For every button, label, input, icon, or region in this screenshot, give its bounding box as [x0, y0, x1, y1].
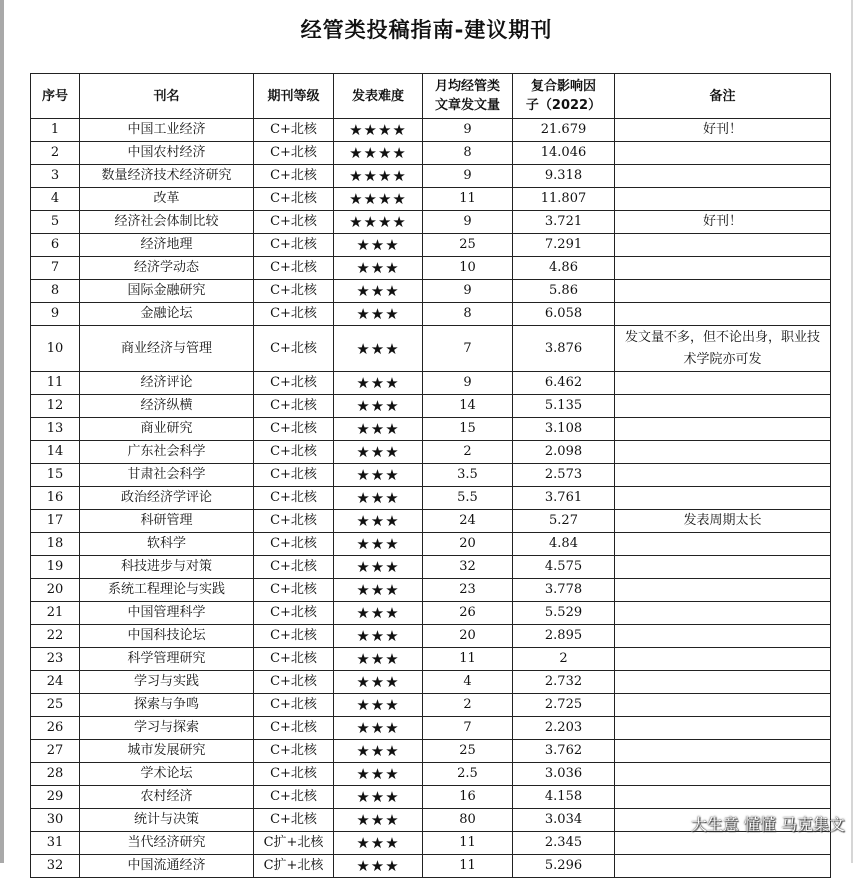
cell-name: 系统工程理论与实践: [80, 579, 254, 602]
cell-note: [615, 142, 831, 165]
cell-impact: 4.575: [513, 556, 615, 579]
cell-no: 6: [31, 234, 80, 257]
table-row: [31, 648, 831, 671]
cell-difficulty: ★★★★: [334, 165, 423, 188]
cell-level: C+北核: [254, 786, 334, 809]
table-row: [31, 763, 831, 786]
table-row: [31, 441, 831, 464]
header-name: 刊名: [80, 74, 254, 119]
cell-no: 3: [31, 165, 80, 188]
cell-name: 金融论坛: [80, 303, 254, 326]
cell-name: 广东社会科学: [80, 441, 254, 464]
cell-name: 软科学: [80, 533, 254, 556]
cell-impact: 3.034: [513, 809, 615, 832]
cell-name: 国际金融研究: [80, 280, 254, 303]
table-row: [31, 280, 831, 303]
cell-level: C扩+北核: [254, 832, 334, 855]
cell-impact: 3.762: [513, 740, 615, 763]
cell-no: 27: [31, 740, 80, 763]
cell-impact: 5.529: [513, 602, 615, 625]
cell-note: [615, 625, 831, 648]
cell-difficulty: ★★★: [334, 464, 423, 487]
cell-difficulty: ★★★: [334, 280, 423, 303]
cell-level: C+北核: [254, 303, 334, 326]
cell-monthly: 23: [423, 579, 513, 602]
cell-note: 好刊！: [615, 211, 831, 234]
cell-note: [615, 556, 831, 579]
cell-impact: 3.036: [513, 763, 615, 786]
cell-difficulty: ★★★: [334, 510, 423, 533]
cell-impact: 4.84: [513, 533, 615, 556]
cell-monthly: 9: [423, 119, 513, 142]
cell-impact: 21.679: [513, 119, 615, 142]
cell-note: 好刊！: [615, 119, 831, 142]
cell-note: [615, 533, 831, 556]
cell-difficulty: ★★★: [334, 303, 423, 326]
cell-name: 学术论坛: [80, 763, 254, 786]
cell-difficulty: ★★★: [334, 855, 423, 878]
cell-difficulty: ★★★: [334, 418, 423, 441]
cell-level: C+北核: [254, 763, 334, 786]
cell-monthly: 20: [423, 625, 513, 648]
cell-level: C+北核: [254, 648, 334, 671]
cell-monthly: 2: [423, 441, 513, 464]
cell-name: 改革: [80, 188, 254, 211]
cell-note: [615, 579, 831, 602]
cell-difficulty: ★★★: [334, 234, 423, 257]
cell-level: C+北核: [254, 556, 334, 579]
cell-no: 20: [31, 579, 80, 602]
cell-note: [615, 165, 831, 188]
cell-difficulty: ★★★: [334, 717, 423, 740]
cell-monthly: 80: [423, 809, 513, 832]
cell-monthly: 20: [423, 533, 513, 556]
cell-note: 发表周期太长: [615, 510, 831, 533]
cell-impact: 9.318: [513, 165, 615, 188]
cell-impact: 5.135: [513, 395, 615, 418]
cell-impact: 3.778: [513, 579, 615, 602]
cell-level: C+北核: [254, 533, 334, 556]
header-impact-line2: 子（2022）: [525, 98, 602, 113]
cell-note: [615, 602, 831, 625]
cell-impact: 11.807: [513, 188, 615, 211]
cell-impact: 2.345: [513, 832, 615, 855]
cell-name: 学习与实践: [80, 671, 254, 694]
cell-name: 中国工业经济: [80, 119, 254, 142]
cell-note: [615, 786, 831, 809]
cell-name: 中国农村经济: [80, 142, 254, 165]
cell-name: 中国流通经济: [80, 855, 254, 878]
table-row: [31, 717, 831, 740]
cell-difficulty: ★★★: [334, 694, 423, 717]
cell-difficulty: ★★★: [334, 487, 423, 510]
cell-level: C+北核: [254, 211, 334, 234]
cell-difficulty: ★★★★: [334, 211, 423, 234]
cell-impact: 2.895: [513, 625, 615, 648]
cell-note: [615, 395, 831, 418]
cell-no: 24: [31, 671, 80, 694]
cell-monthly: 8: [423, 142, 513, 165]
cell-difficulty: ★★★: [334, 326, 423, 372]
cell-name: 经济学动态: [80, 257, 254, 280]
cell-note: [615, 441, 831, 464]
cell-level: C+北核: [254, 740, 334, 763]
cell-monthly: 8: [423, 303, 513, 326]
cell-monthly: 5.5: [423, 487, 513, 510]
table-row: [31, 119, 831, 142]
header-impact-line1: 复合影响因: [530, 79, 596, 94]
cell-difficulty: ★★★★: [334, 119, 423, 142]
cell-level: C+北核: [254, 119, 334, 142]
cell-no: 11: [31, 372, 80, 395]
cell-impact: 5.86: [513, 280, 615, 303]
table-row: [31, 556, 831, 579]
cell-no: 15: [31, 464, 80, 487]
cell-name: 科研管理: [80, 510, 254, 533]
cell-monthly: 15: [423, 418, 513, 441]
cell-no: 23: [31, 648, 80, 671]
cell-note: [615, 372, 831, 395]
cell-note: [615, 717, 831, 740]
table-header-row: [31, 74, 831, 119]
cell-name: 商业经济与管理: [80, 326, 254, 372]
cell-difficulty: ★★★: [334, 257, 423, 280]
cell-name: 甘肃社会科学: [80, 464, 254, 487]
table-row: [31, 303, 831, 326]
table-row: [31, 740, 831, 763]
cell-monthly: 25: [423, 234, 513, 257]
cell-note: [615, 855, 831, 878]
cell-difficulty: ★★★: [334, 832, 423, 855]
cell-impact: 14.046: [513, 142, 615, 165]
cell-no: 16: [31, 487, 80, 510]
cell-level: C+北核: [254, 142, 334, 165]
cell-impact: 2.725: [513, 694, 615, 717]
table-row: [31, 165, 831, 188]
cell-note: [615, 188, 831, 211]
cell-no: 32: [31, 855, 80, 878]
table-row: [31, 786, 831, 809]
cell-name: 统计与决策: [80, 809, 254, 832]
table-row: [31, 579, 831, 602]
table-row: [31, 671, 831, 694]
cell-impact: 6.462: [513, 372, 615, 395]
cell-name: 中国管理科学: [80, 602, 254, 625]
cell-monthly: 9: [423, 372, 513, 395]
table-row: [31, 855, 831, 878]
table-row: [31, 188, 831, 211]
cell-impact: 2.203: [513, 717, 615, 740]
cell-monthly: 11: [423, 855, 513, 878]
cell-level: C扩+北核: [254, 855, 334, 878]
cell-note: [615, 694, 831, 717]
cell-impact: 3.876: [513, 326, 615, 372]
cell-monthly: 9: [423, 211, 513, 234]
cell-level: C+北核: [254, 809, 334, 832]
header-difficulty: 发表难度: [334, 74, 423, 119]
cell-level: C+北核: [254, 671, 334, 694]
cell-level: C+北核: [254, 717, 334, 740]
cell-monthly: 9: [423, 165, 513, 188]
cell-monthly: 2: [423, 694, 513, 717]
cell-no: 21: [31, 602, 80, 625]
table-row: [31, 464, 831, 487]
cell-no: 7: [31, 257, 80, 280]
cell-note: [615, 671, 831, 694]
cell-difficulty: ★★★: [334, 441, 423, 464]
window-left-edge: [0, 0, 4, 863]
cell-level: C+北核: [254, 188, 334, 211]
cell-note: [615, 464, 831, 487]
cell-monthly: 9: [423, 280, 513, 303]
cell-monthly: 25: [423, 740, 513, 763]
cell-no: 12: [31, 395, 80, 418]
cell-difficulty: ★★★: [334, 395, 423, 418]
cell-impact: 5.296: [513, 855, 615, 878]
cell-difficulty: ★★★: [334, 763, 423, 786]
cell-name: 探索与争鸣: [80, 694, 254, 717]
header-no: 序号: [31, 74, 80, 119]
cell-no: 2: [31, 142, 80, 165]
cell-no: 17: [31, 510, 80, 533]
cell-level: C+北核: [254, 694, 334, 717]
table-row: [31, 418, 831, 441]
cell-difficulty: ★★★: [334, 625, 423, 648]
cell-no: 26: [31, 717, 80, 740]
header-impact: [513, 74, 615, 119]
cell-difficulty: ★★★: [334, 671, 423, 694]
cell-monthly: 14: [423, 395, 513, 418]
cell-monthly: 2.5: [423, 763, 513, 786]
cell-no: 31: [31, 832, 80, 855]
cell-name: 经济纵横: [80, 395, 254, 418]
table-row: [31, 211, 831, 234]
cell-name: 商业研究: [80, 418, 254, 441]
table-row: [31, 257, 831, 280]
cell-level: C+北核: [254, 280, 334, 303]
table-row: [31, 533, 831, 556]
cell-name: 学习与探索: [80, 717, 254, 740]
cell-note: [615, 303, 831, 326]
cell-no: 1: [31, 119, 80, 142]
cell-monthly: 10: [423, 257, 513, 280]
cell-name: 中国科技论坛: [80, 625, 254, 648]
table-row: [31, 326, 831, 372]
header-note: 备注: [615, 74, 831, 119]
header-monthly-line1: 月均经管类: [434, 79, 500, 94]
cell-note: [615, 740, 831, 763]
cell-name: 科技进步与对策: [80, 556, 254, 579]
cell-difficulty: ★★★★: [334, 188, 423, 211]
table-row: [31, 372, 831, 395]
cell-difficulty: ★★★: [334, 740, 423, 763]
table-row: [31, 487, 831, 510]
cell-note: [615, 487, 831, 510]
cell-note: [615, 280, 831, 303]
cell-name: 经济地理: [80, 234, 254, 257]
table-body: [31, 119, 831, 878]
header-monthly: [423, 74, 513, 119]
cell-no: 30: [31, 809, 80, 832]
cell-name: 经济评论: [80, 372, 254, 395]
watermark: 大生意 懂懂 马克集文: [690, 815, 845, 834]
cell-level: C+北核: [254, 441, 334, 464]
cell-difficulty: ★★★: [334, 786, 423, 809]
cell-no: 13: [31, 418, 80, 441]
cell-note: [615, 763, 831, 786]
cell-level: C+北核: [254, 487, 334, 510]
table-row: [31, 395, 831, 418]
cell-impact: 2.732: [513, 671, 615, 694]
cell-impact: 3.721: [513, 211, 615, 234]
cell-monthly: 7: [423, 326, 513, 372]
cell-note: 发文量不多，但不论出身，职业技术学院亦可发: [615, 326, 831, 372]
cell-monthly: 32: [423, 556, 513, 579]
table-row: [31, 625, 831, 648]
cell-note: [615, 648, 831, 671]
cell-level: C+北核: [254, 257, 334, 280]
cell-difficulty: ★★★: [334, 648, 423, 671]
cell-name: 数量经济技术经济研究: [80, 165, 254, 188]
cell-difficulty: ★★★★: [334, 142, 423, 165]
cell-name: 政治经济学评论: [80, 487, 254, 510]
cell-difficulty: ★★★: [334, 372, 423, 395]
cell-note: [615, 257, 831, 280]
cell-no: 5: [31, 211, 80, 234]
cell-note: [615, 418, 831, 441]
cell-impact: 3.761: [513, 487, 615, 510]
cell-no: 4: [31, 188, 80, 211]
cell-difficulty: ★★★: [334, 809, 423, 832]
cell-monthly: 11: [423, 648, 513, 671]
cell-level: C+北核: [254, 326, 334, 372]
cell-level: C+北核: [254, 395, 334, 418]
cell-level: C+北核: [254, 165, 334, 188]
cell-difficulty: ★★★: [334, 602, 423, 625]
cell-difficulty: ★★★: [334, 533, 423, 556]
cell-impact: 2.098: [513, 441, 615, 464]
cell-note: [615, 234, 831, 257]
table-row: [31, 602, 831, 625]
cell-no: 29: [31, 786, 80, 809]
cell-difficulty: ★★★: [334, 579, 423, 602]
cell-monthly: 11: [423, 188, 513, 211]
cell-impact: 3.108: [513, 418, 615, 441]
cell-name: 科学管理研究: [80, 648, 254, 671]
cell-impact: 4.158: [513, 786, 615, 809]
cell-monthly: 11: [423, 832, 513, 855]
cell-monthly: 24: [423, 510, 513, 533]
cell-level: C+北核: [254, 625, 334, 648]
cell-monthly: 16: [423, 786, 513, 809]
journal-table: [30, 73, 831, 878]
cell-level: C+北核: [254, 510, 334, 533]
cell-no: 18: [31, 533, 80, 556]
cell-no: 9: [31, 303, 80, 326]
cell-impact: 2: [513, 648, 615, 671]
cell-monthly: 7: [423, 717, 513, 740]
cell-monthly: 4: [423, 671, 513, 694]
cell-impact: 4.86: [513, 257, 615, 280]
cell-impact: 5.27: [513, 510, 615, 533]
cell-name: 城市发展研究: [80, 740, 254, 763]
cell-no: 10: [31, 326, 80, 372]
cell-no: 22: [31, 625, 80, 648]
cell-impact: 6.058: [513, 303, 615, 326]
cell-impact: 7.291: [513, 234, 615, 257]
cell-no: 28: [31, 763, 80, 786]
cell-name: 当代经济研究: [80, 832, 254, 855]
cell-monthly: 3.5: [423, 464, 513, 487]
cell-level: C+北核: [254, 464, 334, 487]
cell-level: C+北核: [254, 602, 334, 625]
header-monthly-line2: 文章发文量: [434, 98, 500, 113]
page-title: 经管类投稿指南-建议期刊: [300, 18, 553, 42]
table-row: [31, 234, 831, 257]
cell-impact: 2.573: [513, 464, 615, 487]
cell-no: 8: [31, 280, 80, 303]
table-row: [31, 694, 831, 717]
cell-monthly: 26: [423, 602, 513, 625]
cell-no: 25: [31, 694, 80, 717]
cell-level: C+北核: [254, 418, 334, 441]
cell-name: 农村经济: [80, 786, 254, 809]
cell-no: 19: [31, 556, 80, 579]
table-row: [31, 142, 831, 165]
cell-level: C+北核: [254, 579, 334, 602]
cell-difficulty: ★★★: [334, 556, 423, 579]
table-row: [31, 510, 831, 533]
cell-name: 经济社会体制比较: [80, 211, 254, 234]
cell-level: C+北核: [254, 234, 334, 257]
cell-level: C+北核: [254, 372, 334, 395]
header-level: 期刊等级: [254, 74, 334, 119]
cell-no: 14: [31, 441, 80, 464]
